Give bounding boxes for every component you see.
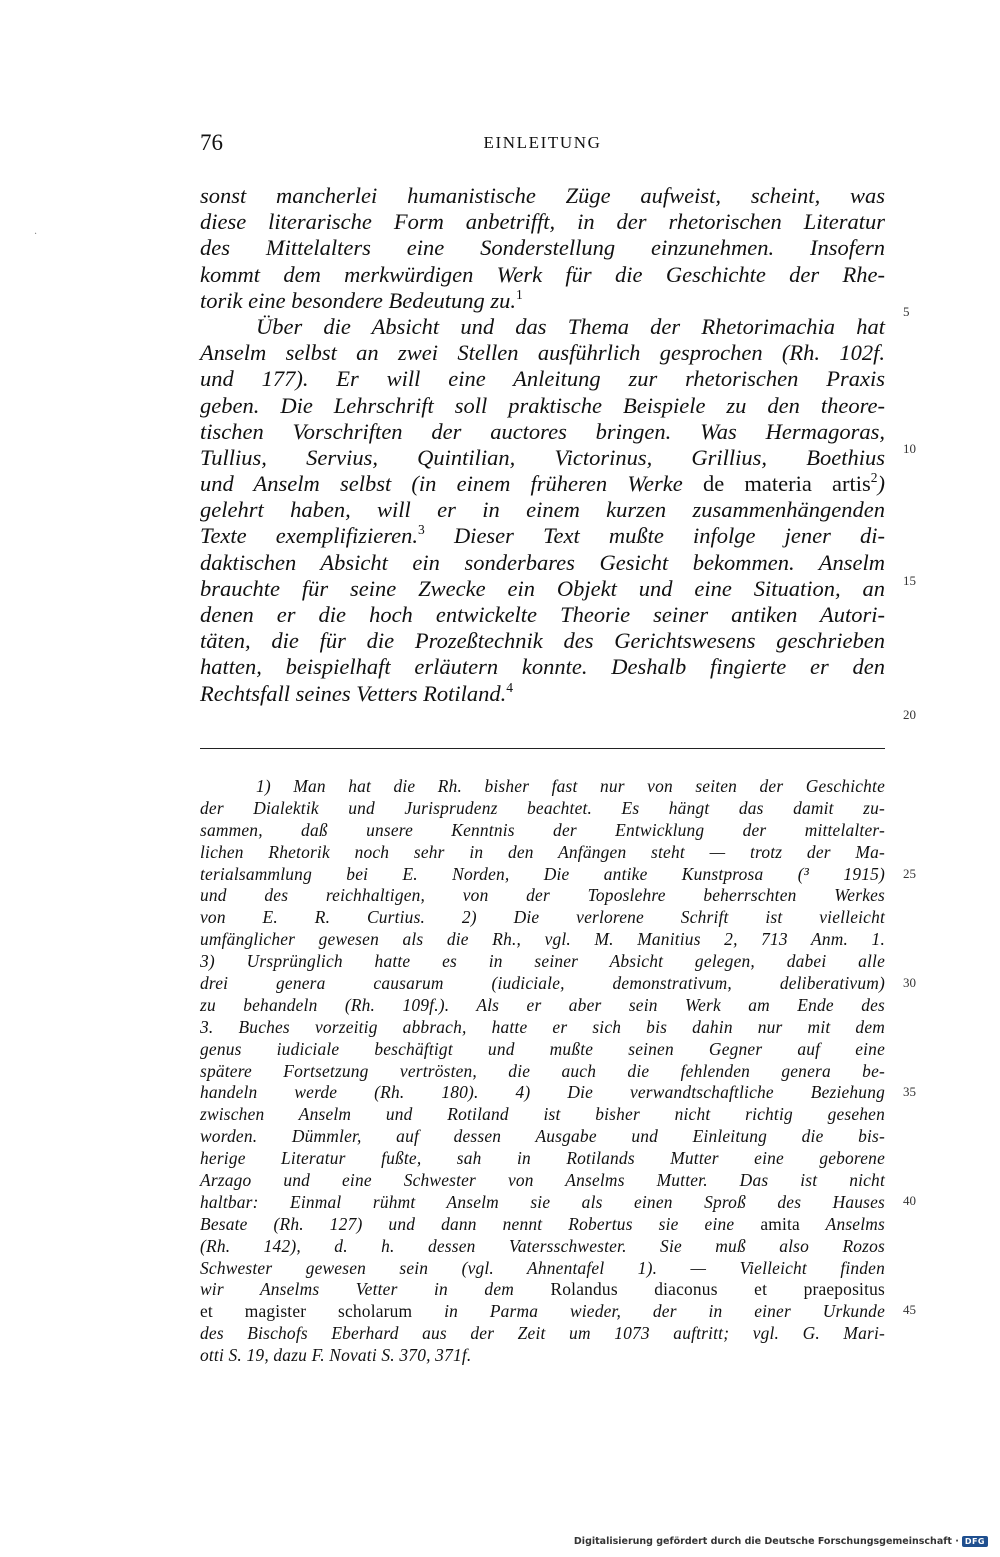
text-line: gelehrt haben, will er in einem kurzen zusammenhängenden [200, 497, 885, 523]
footnote-line: Arzago und eine Schwester von Anselms Mutter. Das ist nicht [200, 1170, 885, 1191]
footnote-line: umfänglicher gewesen als die Rh., vgl. M. Manitius 2, 713 Anm. 1. [200, 929, 885, 950]
footnotes [200, 776, 885, 1367]
text-line: Tullius, Servius, Quintilian, Victorinus, Grillius, Boethius [200, 444, 885, 470]
line-number: 10 [903, 441, 916, 456]
text-line [200, 681, 885, 707]
text-line: denen er die hoch entwickelte Theorie seiner antiken Autori- [200, 602, 885, 627]
footnote-ref: 4 [506, 679, 513, 695]
footnote-line: des Bischofs Eberhard aus der Zeit um 1073 auftritt; vgl. G. Mari- [200, 1323, 885, 1344]
text-line: hatten, beispielhaft erläutern konnte. Deshalb fingierte er den [200, 654, 885, 680]
line-number: 20 [903, 707, 916, 722]
footnote-ref: 3 [418, 522, 425, 538]
footnote-line: terialsammlung bei E. Norden, Die antike Kunstprosa (³ 1915) [200, 863, 885, 884]
line-number: 5 [903, 304, 910, 319]
footnote-line: worden. Dümmler, auf dessen Ausgabe und Einleitung die bis- [200, 1126, 885, 1147]
text-line: diese literarische Form anbetrifft, in der rhetorischen Literatur [200, 209, 885, 235]
footnote-line [200, 1301, 885, 1323]
text-line: täten, die für die Prozeßtechnik des Gerichtswesens geschrieben [200, 628, 885, 654]
footnote-line: handeln werde (Rh. 180). 4) Die verwandtschaftliche Beziehung [200, 1082, 885, 1103]
footnote-line: haltbar: Einmal rühmt Anselm sie als einen Sproß des Hauses [200, 1191, 885, 1212]
line-number: 35 [903, 1084, 916, 1099]
text-line [200, 523, 885, 549]
text-segment: in Parma wieder, der in einer Urkunde [444, 1301, 885, 1322]
text-segment: ) [877, 471, 886, 497]
line-number: 40 [903, 1193, 916, 1208]
footnote-line: 3) Ursprünglich hatte es in seiner Absicht gelegen, dabei alle [200, 951, 885, 972]
footnote-divider [200, 748, 885, 749]
text-segment: Rechtsfall seines Vetters Rotiland. [200, 680, 507, 706]
line-number: 45 [903, 1302, 916, 1317]
footnote-line [200, 1214, 885, 1236]
text-line: kommt dem merkwürdigen Werk für die Geschichte der Rhe- [200, 261, 885, 287]
footnote-line: drei genera causarum (iudiciale, demonstrativum, deliberativum) [200, 973, 885, 994]
footnote-line: sammen, daß unsere Kenntnis der Entwicklung der mittelalter- [200, 819, 885, 840]
text-segment: wir Anselms Vetter in dem [200, 1279, 514, 1300]
text-line: geben. Die Lehrschrift soll praktische Beispiele zu den theore- [200, 392, 885, 418]
line-number: 30 [903, 975, 916, 990]
latin-roman: Rolandus diaconus et praepositus [550, 1279, 885, 1300]
text-line: Über die Absicht und das Thema der Rhetorimachia hat [256, 313, 885, 339]
dfg-logo: DFG [962, 1536, 988, 1547]
line-number: 15 [903, 573, 916, 588]
footnote-line: von E. R. Curtius. 2) Die verlorene Schrift ist vielleicht [200, 907, 885, 928]
line-number: 25 [903, 866, 916, 881]
footnote-line: und des reichhaltigen, von der Toposlehre beherrschten Werkes [200, 885, 885, 906]
latin-roman: et magister scholarum [200, 1301, 413, 1322]
page-number: 76 [200, 130, 223, 155]
text-line: brauchte für seine Zwecke ein Objekt und eine Situation, an [200, 575, 885, 601]
main-text [200, 183, 885, 707]
text-line: daktischen Absicht ein sonderbares Gesicht bekommen. Anselm [200, 549, 885, 575]
footnote-ref: 1 [515, 286, 523, 302]
text-line: des Mittelalters eine Sonderstellung einzunehmen. Insofern [200, 235, 885, 261]
footnote-line: zu behandeln (Rh. 109f.). Als er aber sein Werk am Ende des [200, 994, 885, 1015]
text-line [200, 288, 885, 314]
text-segment: Anselms [825, 1213, 885, 1234]
text-line: Anselm selbst an zwei Stellen ausführlich gesprochen (Rh. 102f. [200, 340, 885, 366]
footnote-line: zwischen Anselm und Rotiland ist bisher nicht richtig gesehen [200, 1104, 885, 1125]
text-line: und 177). Er will eine Anleitung zur rhetorischen Praxis [200, 366, 885, 392]
text-segment: torik eine besondere Bedeutung zu. [200, 287, 516, 313]
footnote-line: der Dialektik und Jurisprudenz beachtet. Es hängt das damit zu- [200, 797, 885, 818]
footnote-line: otti S. 19, dazu F. Novati S. 370, 371f. [200, 1345, 472, 1366]
footnote-line: 3. Buches vorzeitig abbrach, hatte er sich bis dahin nur mit dem [200, 1016, 885, 1037]
footnote-line: genus iudiciale beschäftigt und mußte seinen Gegner auf eine [200, 1038, 885, 1059]
footnote-line: lichen Rhetorik noch sehr in den Anfängen steht — trotz der Ma- [200, 841, 885, 862]
text-line [200, 471, 885, 497]
footnote-line: herige Literatur fußte, sah in Rotilands Mutter eine geborene [200, 1148, 885, 1169]
text-segment: Dieser Text mußte infolge jener di- [453, 523, 885, 549]
footnote-line: Schwester gewesen sein (vgl. Ahnentafel 1). — Vielleicht finden [200, 1257, 885, 1278]
footnote-line: (Rh. 142), d. h. dessen Vatersschwester. Sie muß also Rozos [200, 1235, 885, 1256]
text-line: sonst mancherlei humanistische Züge aufweist, scheint, was [200, 183, 885, 208]
text-segment: und Anselm selbst (in einem früheren Werke [200, 471, 683, 497]
page-header [200, 130, 885, 164]
text-segment: Besate (Rh. 127) und dann nennt Robertus sie eine [200, 1213, 735, 1234]
credit-text: Digitalisierung gefördert durch die Deutsche Forschungsgemeinschaft · [573, 1536, 959, 1547]
footnote-line: 1) Man hat die Rh. bisher fast nur von seiten der Geschichte [256, 776, 885, 796]
footnote-ref: 2 [870, 470, 878, 486]
digitization-credit [574, 1536, 988, 1547]
text-line: tischen Vorschriften der auctores bringen. Was Hermagoras, [200, 418, 885, 444]
title-roman: de materia artis [702, 471, 871, 497]
stray-mark: · [34, 229, 38, 240]
footnote-line: spätere Fortsetzung vertrösten, die auch die fehlenden genera be- [200, 1060, 885, 1081]
latin-roman: amita [760, 1213, 800, 1234]
running-head: EINLEITUNG [483, 133, 602, 152]
text-segment: Texte exemplifizieren. [200, 523, 419, 549]
footnote-line [200, 1279, 885, 1301]
